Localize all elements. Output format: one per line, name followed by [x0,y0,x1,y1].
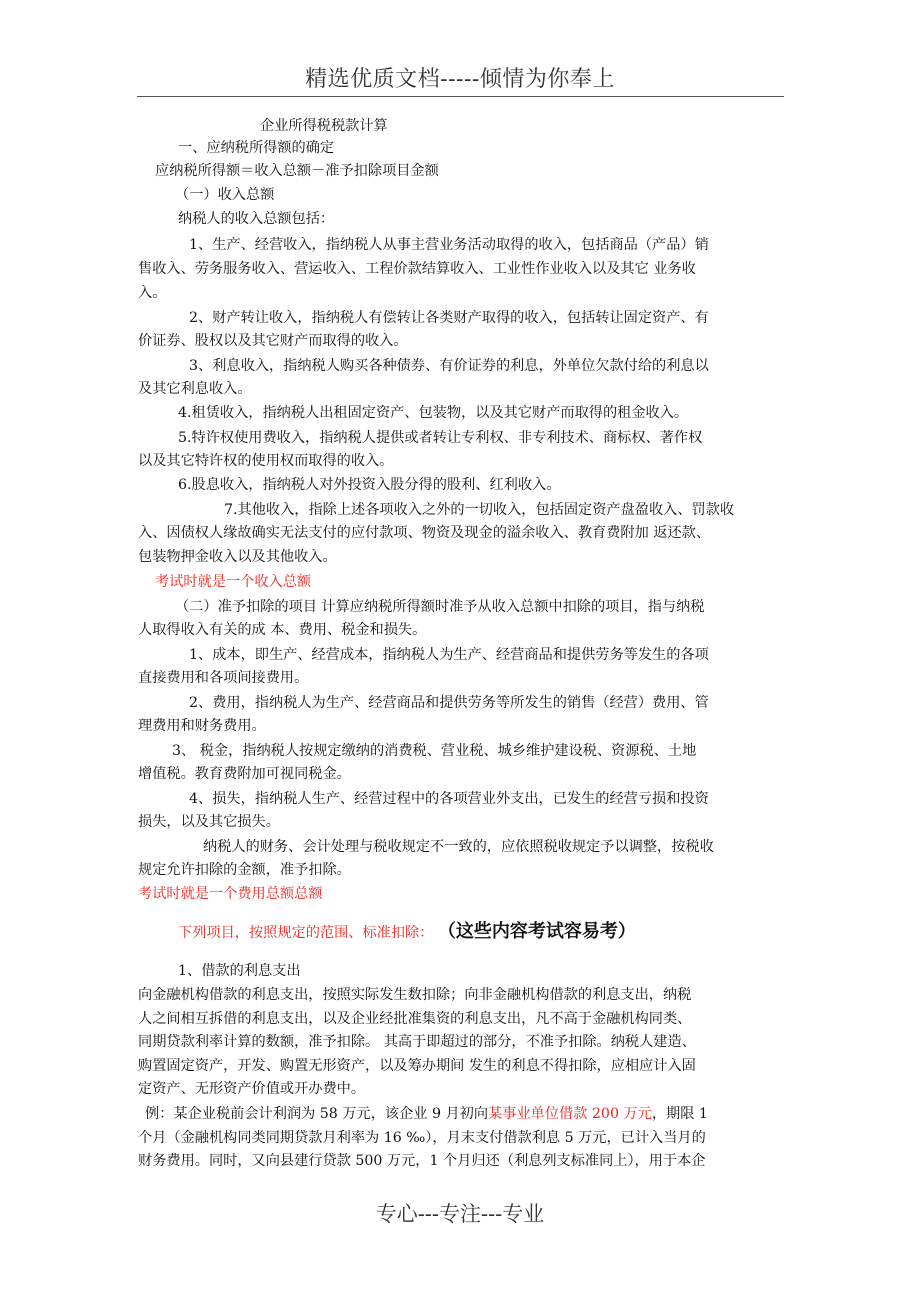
deduction-2-line: 理费用和财务费用。 [138,718,266,734]
income-item-4-line: 4.租赁收入，指纳税人出租固定资产、包装物，以及其它财产而取得的租金收入。 [178,405,689,421]
example-line: 个月（金融机构同类同期贷款月利率为 16 ‰），月末支付借款利息 5 万元，已计入当月的 [138,1130,706,1146]
example-line: 财务费用。同时，又向县建行贷款 500 万元，1 个月归还（利息列支标准同上），用于本企 [138,1153,706,1169]
income-item-1-line: 1、生产、经营收入，指纳税人从事主营业务活动取得的收入，包括商品（产品）销 [189,237,709,253]
income-item-3-line: 3、利息收入，指纳税人购买各种债券、有价证券的利息，外单位欠款付给的利息以 [189,358,709,374]
income-item-5-line: 5.特许权使用费收入，指纳税人提供或者转让专利权、非专利技术、商标权、著作权 [178,430,703,446]
section-heading-1: 一、应纳税所得额的确定 [178,140,335,156]
loan-body-line: 同期贷款利率计算的数额，准予扣除。 其高于即超过的部分，不准予扣除。纳税人建造、 [138,1034,696,1050]
loan-body-line: 人之间相互拆借的利息支出，以及企业经批准集资的利息支出，凡不高于金融机构同类、 [138,1011,692,1027]
header-divider [137,96,784,97]
loan-body-line: 定资产、无形资产价值或开办费中。 [138,1081,366,1097]
deduction-5-line: 规定允许扣除的金额，准予扣除。 [138,862,351,878]
deduction-1-line: 直接费用和各项间接费用。 [138,670,309,686]
doc-title: 企业所得税税款计算 [260,118,388,134]
loan-body-line: 向金融机构借款的利息支出，按照实际发生数扣除；向非金融机构借款的利息支出，纳税 [138,987,692,1003]
subsection-income: （一）收入总额 [175,187,275,203]
deduction-3-line: 3、 税金，指纳税人按规定缴纳的消费税、营业税、城乡维护建设税、资源税、土地 [172,743,697,759]
income-item-7-line: 入、因债权人缘故确实无法支付的应付款项、物资及现金的溢余收入、教育费附加 返还款、 [138,525,711,541]
deduction-1-line: 1、成本，即生产、经营成本，指纳税人为生产、经营商品和提供劳务等发生的各项 [189,647,709,663]
income-item-6-line: 6.股息收入，指纳税人对外投资入股分得的股利、红利收入。 [178,477,561,493]
limited-items-title: 下列项目，按照规定的范围、标准扣除： [178,925,434,941]
example-text: ，期限 1 [651,1106,708,1122]
deduction-4-line: 损失，以及其它损失。 [138,814,280,830]
loan-interest-title: 1、借款的利息支出 [178,963,301,979]
deduction-3-line: 增值税。教育费附加可视同税金。 [138,766,351,782]
page-header-title: 精选优质文档-----倾情为你奉上 [305,67,615,92]
example-line [145,1105,708,1123]
loan-body-line: 购置固定资产，开发、购置无形资产，以及筹办期间 发生的利息不得扣除，应相应计入固 [138,1058,696,1074]
income-intro: 纳税人的收入总额包括： [178,211,335,227]
formula-line: 应纳税所得额＝收入总额－准予扣除项目金额 [155,163,439,179]
subsection-deductions-line: （二）准予扣除的项目 计算应纳税所得额时准予从收入总额中扣除的项目，指与纳税 [175,599,705,615]
exam-note-income: 考试时就是一个收入总额 [155,574,312,590]
example-text: 例：某企业税前会计利润为 58 万元，该企业 9 月初向 [145,1106,489,1122]
income-item-2-line: 2、财产转让收入，指纳税人有偿转让各类财产取得的收入，包括转让固定资产、有 [189,310,709,326]
deduction-4-line: 4、损失，指纳税人生产、经营过程中的各项营业外支出，已发生的经营亏损和投资 [189,791,709,807]
income-item-5-line: 以及其它特许权的使用权而取得的收入。 [138,453,394,469]
income-item-3-line: 及其它利息收入。 [138,381,252,397]
subsection-deductions-line: 人取得收入有关的成 本、费用、税金和损失。 [138,622,427,638]
income-item-7-line: 7.其他收入，指除上述各项收入之外的一切收入，包括固定资产盘盈收入、罚款收 [224,502,735,518]
deduction-5-line: 纳税人的财务、会计处理与税收规定不一致的，应依照税收规定予以调整，按税收 [203,839,714,855]
income-item-1-line: 入。 [138,285,167,301]
deduction-2-line: 2、费用，指纳税人为生产、经营商品和提供劳务等所发生的销售（经营）费用、管 [189,695,709,711]
limited-items-heading [178,923,636,942]
income-item-1-line: 售收入、劳务服务收入、营运收入、工程价款结算收入、工业性作业收入以及其它 业务收 [138,261,696,277]
income-item-2-line: 价证券、股权以及其它财产而取得的收入。 [138,333,408,349]
exam-note-expense: 考试时就是一个费用总额总额 [138,886,323,902]
income-item-7-line: 包装物押金收入以及其他收入。 [138,549,337,565]
limited-items-note: （这些内容考试容易考） [437,921,636,942]
page-footer: 专心---专注---专业 [375,1202,545,1226]
example-highlight: 某事业单位借款 200 万元 [488,1106,652,1122]
